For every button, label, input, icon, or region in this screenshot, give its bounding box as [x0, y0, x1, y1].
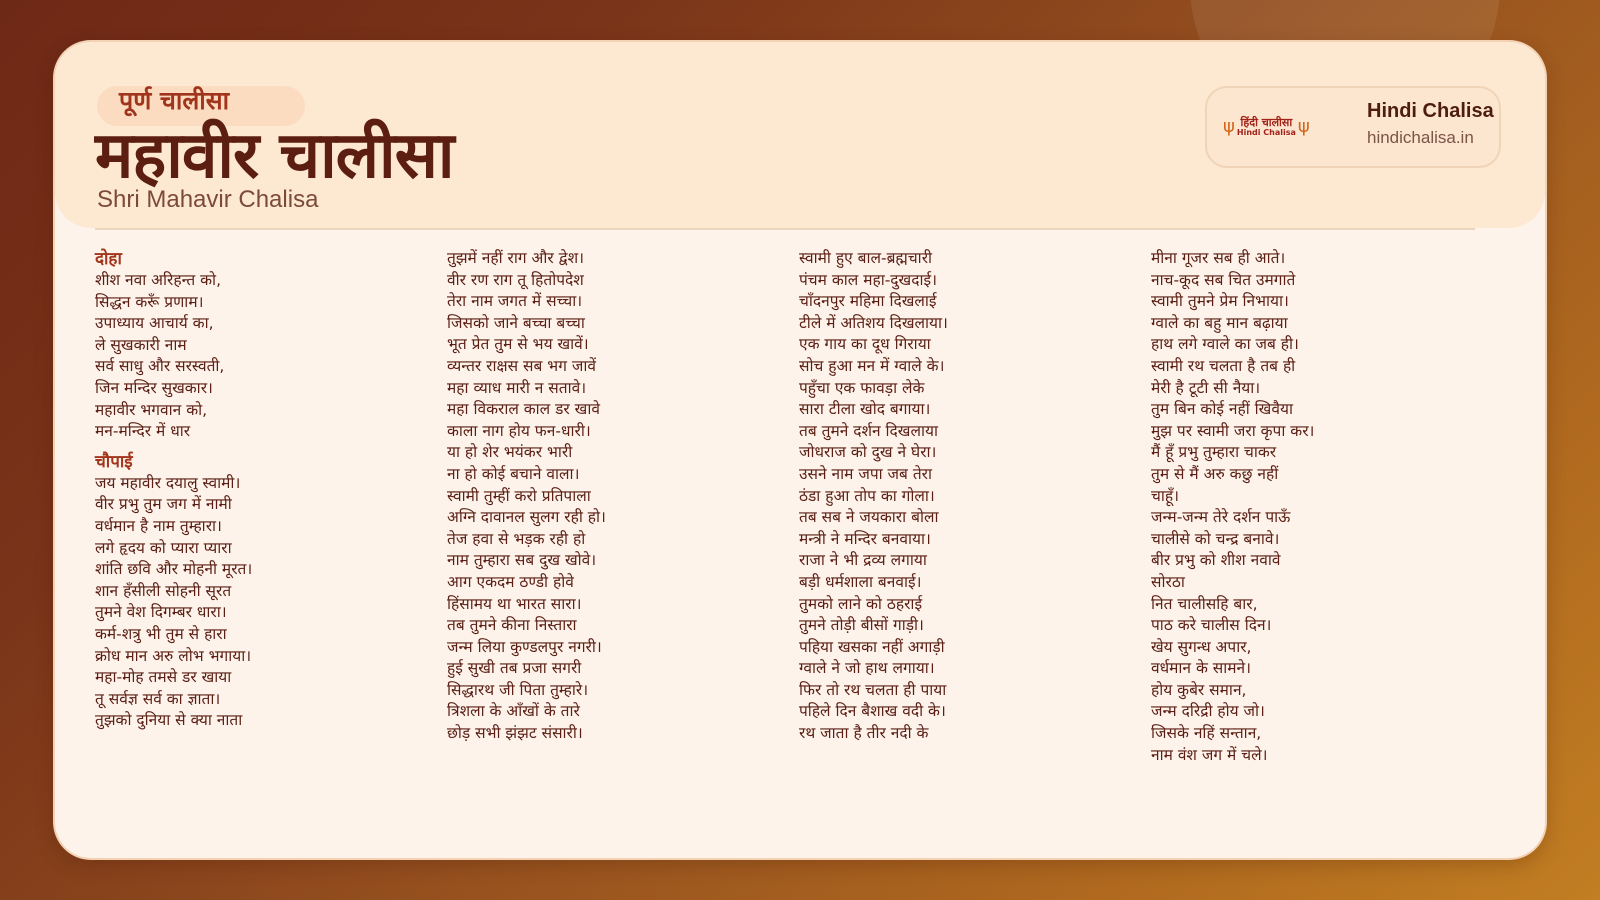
- verse-line: फिर तो रथ चलता ही पाया: [799, 680, 947, 699]
- verse-line: तब तुमने कीना निस्तारा: [447, 616, 577, 635]
- verse-line: स्वामी तुम्हीं करो प्रतिपाला: [447, 486, 591, 505]
- verse-line: वर्धमान के सामने।: [1151, 659, 1252, 678]
- verse-line: ठंडा हुआ तोप का गोला।: [799, 486, 935, 505]
- page-subtitle: Shri Mahavir Chalisa: [97, 186, 319, 213]
- verse-line: जिन मन्दिर सुखकार।: [95, 378, 213, 397]
- verse-line: सारा टीला खोद बगाया।: [799, 400, 931, 419]
- verse-line: तुम बिन कोई नहीं खिवैया: [1151, 400, 1293, 419]
- verse-line: राजा ने भी द्रव्य लगाया: [799, 551, 927, 570]
- verse-line: क्रोध मान अरु लोभ भगाया।: [95, 646, 252, 665]
- column-3: [799, 248, 1129, 745]
- verse-line: वीर प्रभु तुम जग में नामी: [95, 495, 232, 514]
- verse-line: महा विकराल काल डर खावे: [447, 400, 600, 419]
- verse-line: जन्म लिया कुण्डलपुर नगरी।: [447, 637, 602, 656]
- section-heading-doha: दोहा: [95, 249, 122, 269]
- verse-line: तब तुमने दर्शन दिखलाया: [799, 421, 938, 440]
- chaupai-verses: [95, 473, 425, 732]
- verse-line: तुझमें नहीं राग और द्वेश।: [447, 249, 584, 267]
- verse-line: वीर रण राग तू हितोपदेश: [447, 270, 584, 289]
- verse-line: लगे हृदय को प्यारा प्यारा: [95, 538, 232, 557]
- verse-line: पहुँचा एक फावड़ा लेके: [799, 378, 925, 397]
- verse-line: होय कुबेर समान,: [1151, 680, 1247, 699]
- verse-line: जन्म दरिद्री होय जो।: [1151, 702, 1265, 721]
- verse-line: जिसके नहिं सन्तान,: [1151, 724, 1262, 743]
- verse-line: सिद्धारथ जी पिता तुम्हारे।: [447, 680, 589, 699]
- verse-line: तेरा नाम जगत में सच्चा।: [447, 292, 583, 311]
- verse-line: सिद्धन करूँ प्रणाम।: [95, 292, 204, 311]
- verse-line: चाहूँ।: [1151, 486, 1179, 505]
- verse-line: कर्म-शत्रु भी तुम से हारा: [95, 624, 227, 643]
- verse-line: जोधराज को दुख ने घेरा।: [799, 443, 937, 462]
- verse-line: नाम वंश जग में चले।: [1151, 745, 1268, 764]
- verse-line: तब सब ने जयकारा बोला: [799, 508, 939, 527]
- verse-line: जय महावीर दयालु स्वामी।: [95, 473, 241, 492]
- brand-logo: [1223, 110, 1315, 144]
- verse-line: शांति छवि और मोहनी मूरत।: [95, 560, 253, 579]
- verse-line: ना हो कोई बचाने वाला।: [447, 464, 580, 483]
- verse-line: हिंसामय था भारत सारा।: [447, 594, 582, 613]
- verse-line: सोरठा: [1151, 572, 1185, 591]
- verse-line: महा-मोह तमसे डर खाया: [95, 668, 232, 687]
- verse-line: छोड़ सभी झंझट संसारी।: [447, 724, 583, 743]
- verse-line: उसने नाम जपा जब तेरा: [799, 464, 933, 483]
- verse-line: रथ जाता है तीर नदी के: [799, 724, 929, 743]
- verse-line: तुम से मैं अरु कछु नहीं: [1151, 464, 1279, 483]
- verse-line: आग एकदम ठण्डी होवे: [447, 572, 574, 591]
- verse-line: चाँदनपुर महिमा दिखलाई: [799, 292, 937, 311]
- brand-card[interactable]: [1205, 86, 1501, 168]
- doha-verses: [95, 270, 425, 443]
- verse-line: सोच हुआ मन में ग्वाले के।: [799, 356, 945, 375]
- verse-line: मैं हूँ प्रभु तुम्हारा चाकर: [1151, 443, 1277, 462]
- section-heading-chaupai: चौपाई: [95, 451, 133, 472]
- trident-icon: ψ: [1223, 116, 1235, 137]
- verse-line: तेज हवा से भड़क रही हो: [447, 529, 586, 548]
- verse-line: या हो शेर भयंकर भारी: [447, 443, 573, 462]
- verse-line: अग्नि दावानल सुलग रही हो।: [447, 508, 606, 527]
- verse-line: पहिले दिन बैशाख वदी के।: [799, 702, 946, 721]
- verse-line: नित चालीसहि बार,: [1151, 594, 1258, 613]
- column-1: [95, 248, 425, 732]
- verse-line: तुझको दुनिया से क्या नाता: [95, 711, 243, 730]
- verse-line: वर्धमान है नाम तुम्हारा।: [95, 516, 222, 535]
- trident-icon: ψ: [1297, 116, 1310, 137]
- page-title: महावीर चालीसा: [95, 119, 454, 193]
- verse-line: हुई सुखी तब प्रजा सगरी: [447, 659, 582, 678]
- verse-line: टीले में अतिशय दिखलाया।: [799, 313, 948, 332]
- chalisa-text-columns: [95, 248, 1515, 808]
- brand-url-link[interactable]: hindichalisa.in: [1367, 128, 1474, 147]
- verse-line: मन-मन्दिर में धार: [95, 422, 191, 441]
- verse-line: सर्व साधु और सरस्वती,: [95, 357, 225, 376]
- verse-line: मुझ पर स्वामी जरा कृपा कर।: [1151, 421, 1315, 440]
- verse-line: बड़ी धर्मशाला बनवाई।: [799, 572, 922, 591]
- column-2: [447, 248, 777, 745]
- verse-line: काला नाग होय फन-धारी।: [447, 421, 591, 440]
- chalisa-card: [55, 42, 1545, 858]
- verse-line: भूत प्रेत तुम से भय खावें।: [447, 335, 589, 354]
- verse-line: शीश नवा अरिहन्त को,: [95, 271, 221, 289]
- verse-line: मेरी है टूटी सी नैया।: [1151, 378, 1261, 397]
- verse-line: चालीसे को चन्द्र बनावे।: [1151, 529, 1280, 548]
- verse-line: तुमने वेश दिगम्बर धारा।: [95, 603, 227, 622]
- verse-line: स्वामी तुमने प्रेम निभाया।: [1151, 292, 1289, 311]
- verse-line: नाच-कूद सब चित उमगाते: [1151, 270, 1296, 289]
- verse-line: शान हँसीली सोहनी सूरत: [95, 581, 232, 600]
- verse-line: पाठ करे चालीस दिन।: [1151, 616, 1272, 635]
- verse-line: महा व्याध मारी न सतावे।: [447, 378, 587, 397]
- header-divider: [95, 228, 1475, 230]
- verse-line: हाथ लगे ग्वाले का जब ही।: [1151, 335, 1299, 354]
- brand-name: Hindi Chalisa: [1367, 100, 1494, 122]
- verse-line: महावीर भगवान को,: [95, 400, 208, 419]
- verse-line: एक गाय का दूध गिराया: [799, 335, 931, 354]
- verse-line: मीना गूजर सब ही आते।: [1151, 249, 1286, 267]
- category-badge-label: पूर्ण चालीसा: [119, 86, 230, 115]
- verse-line: पहिया खसका नहीं अगाड़ी: [799, 637, 945, 656]
- verse-line: ले सुखकारी नाम: [95, 335, 187, 354]
- verse-line: तुमको लाने को ठहराई: [799, 594, 923, 613]
- verse-line: खेय सुगन्ध अपार,: [1151, 637, 1252, 656]
- column-4: [1151, 248, 1481, 766]
- verse-line: स्वामी रथ चलता है तब ही: [1151, 356, 1296, 375]
- verse-line: ग्वाले ने जो हाथ लगाया।: [799, 659, 935, 678]
- verse-line: तू सर्वज्ञ सर्व का ज्ञाता।: [95, 689, 221, 708]
- card-header: [55, 42, 1545, 228]
- verse-line: उपाध्याय आचार्य का,: [95, 314, 214, 333]
- verse-line: तुमने तोड़ी बीसों गाड़ी।: [799, 616, 924, 635]
- verse-line: जन्म-जन्म तेरे दर्शन पाऊँ: [1151, 508, 1291, 527]
- logo-hindi-text: हिंदी चालीसा: [1240, 116, 1293, 129]
- verse-line: बीर प्रभु को शीश नवावे: [1151, 551, 1281, 570]
- verse-line: त्रिशला के आँखों के तारे: [447, 702, 580, 721]
- verse-line: जिसको जाने बच्चा बच्चा: [447, 313, 585, 332]
- verse-line: पंचम काल महा-दुखदाई।: [799, 270, 937, 289]
- verse-line: ग्वाले का बहु मान बढ़ाया: [1151, 313, 1288, 332]
- verse-line: नाम तुम्हारा सब दुख खोवे।: [447, 551, 597, 570]
- logo-english-text: Hindi Chalisa: [1236, 128, 1296, 137]
- verse-line: स्वामी हुए बाल-ब्रह्मचारी: [799, 249, 933, 267]
- verse-line: व्यन्तर राक्षस सब भग जावें: [447, 356, 596, 375]
- verse-line: मन्त्री ने मन्दिर बनवाया।: [799, 529, 931, 548]
